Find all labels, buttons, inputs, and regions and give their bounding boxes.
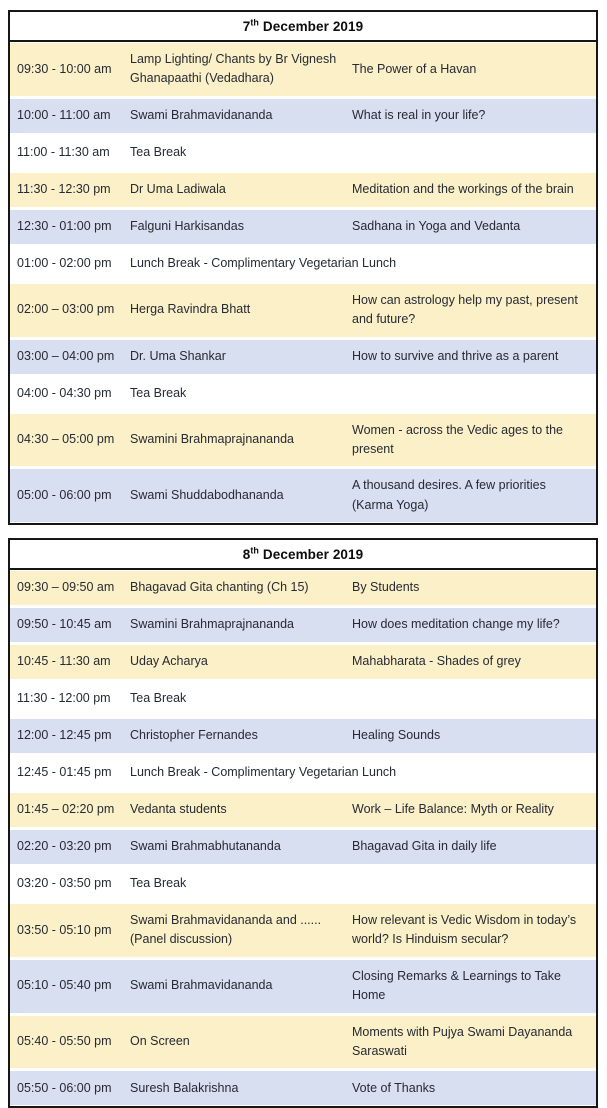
time-cell: 03:00 – 04:00 pm: [17, 348, 115, 363]
topic-cell: How can astrology help my past, present and future?: [352, 292, 578, 327]
speaker-cell: Swami Brahmavidananda: [130, 978, 273, 993]
event-cell: Lunch Break - Complimentary Vegetarian Lunch: [130, 256, 397, 271]
table-row: [10, 414, 596, 467]
table-row: [10, 682, 596, 716]
table-row: [10, 210, 596, 244]
time-cell: 10:00 - 11:00 am: [17, 108, 111, 123]
topic-cell: Work – Life Balance: Myth or Reality: [352, 802, 554, 817]
topic-cell: Women - across the Vedic ages to the present: [352, 422, 563, 456]
time-cell: 05:50 - 06:00 pm: [17, 1080, 112, 1095]
table-row: [10, 571, 596, 605]
time-cell: 05:00 - 06:00 pm: [17, 487, 112, 502]
title-rest: December 2019: [262, 19, 364, 34]
speaker-cell: Dr Uma Ladiwala: [130, 182, 226, 197]
speaker-cell: Swamini Brahmaprajnananda: [130, 617, 294, 632]
title-ordinal: th: [250, 545, 260, 556]
table-row: [10, 136, 596, 170]
table-row: [10, 99, 596, 133]
topic-cell: How to survive and thrive as a parent: [352, 348, 559, 363]
schedule-table-day1: [8, 10, 598, 525]
table-row: [10, 960, 596, 1013]
time-cell: 01:00 - 02:00 pm: [17, 256, 112, 271]
event-cell: Tea Break: [130, 691, 187, 706]
table-row: [10, 377, 596, 411]
time-cell: 11:00 - 11:30 am: [17, 145, 110, 160]
speaker-cell: Christopher Fernandes: [130, 728, 258, 743]
time-cell: 02:00 – 03:00 pm: [17, 302, 115, 317]
time-cell: 02:20 - 03:20 pm: [17, 839, 112, 854]
speaker-cell: Swami Shuddabodhananda: [130, 487, 284, 502]
time-cell: 05:40 - 05:50 pm: [17, 1034, 112, 1049]
topic-cell: Meditation and the workings of the brain: [352, 182, 574, 197]
table-row: [10, 645, 596, 679]
topic-cell: Closing Remarks & Learnings to Take Home: [352, 968, 561, 1003]
time-cell: 10:45 - 11:30 am: [17, 654, 111, 669]
topic-cell: Mahabharata - Shades of grey: [352, 654, 521, 669]
speaker-cell: Falguni Harkisandas: [130, 219, 244, 234]
title-rest: December 2019: [262, 547, 364, 562]
time-cell: 11:30 - 12:30 pm: [17, 182, 111, 197]
speaker-cell: Bhagavad Gita chanting (Ch 15): [130, 580, 309, 595]
table-row: [10, 173, 596, 207]
table-title-day1: [10, 12, 596, 42]
time-cell: 04:00 - 04:30 pm: [17, 385, 112, 400]
event-cell: Tea Break: [130, 385, 187, 400]
speaker-cell: Swamini Brahmaprajnananda: [130, 432, 294, 447]
title-day: 7: [242, 19, 251, 34]
topic-cell: By Students: [352, 580, 420, 595]
topic-cell: Vote of Thanks: [352, 1080, 436, 1095]
topic-cell: What is real in your life?: [352, 108, 486, 123]
speaker-cell: Swami Brahmavidananda and ......(Panel discussion): [130, 913, 322, 947]
table-row: [10, 1016, 596, 1069]
event-cell: Tea Break: [130, 876, 187, 891]
topic-cell: How does meditation change my life?: [352, 617, 560, 632]
time-cell: 09:50 - 10:45 am: [17, 617, 112, 632]
time-cell: 03:50 - 05:10 pm: [17, 922, 112, 937]
time-cell: 11:30 - 12:00 pm: [17, 691, 111, 706]
time-cell: 09:30 – 09:50 am: [17, 580, 115, 595]
title-ordinal: th: [250, 17, 260, 28]
speaker-cell: Dr. Uma Shankar: [130, 348, 226, 363]
table-row: [10, 1071, 596, 1105]
table-row: [10, 608, 596, 642]
topic-cell: Sadhana in Yoga and Vedanta: [352, 219, 521, 234]
time-cell: 12:45 - 01:45 pm: [17, 765, 112, 780]
speaker-cell: Uday Acharya: [130, 654, 208, 669]
table-row: [10, 719, 596, 753]
schedule-table-day2: [8, 538, 598, 1108]
time-cell: 09:30 - 10:00 am: [17, 61, 112, 76]
table-row: [10, 867, 596, 901]
speaker-cell: On Screen: [130, 1034, 190, 1049]
time-cell: 04:30 – 05:00 pm: [17, 432, 115, 447]
topic-cell: Moments with Pujya Swami Dayananda Saraswati: [352, 1024, 573, 1058]
speaker-cell: Herga Ravindra Bhatt: [130, 302, 251, 317]
table-row: [10, 904, 596, 957]
topic-cell: Bhagavad Gita in daily life: [352, 839, 497, 854]
table-row: [10, 469, 596, 522]
topic-cell: A thousand desires. A few priorities (Karma Yoga): [352, 478, 546, 512]
table-row: [10, 756, 596, 790]
table-row: [10, 340, 596, 374]
table-row: [10, 793, 596, 827]
speaker-cell: Swami Brahmabhutananda: [130, 839, 281, 854]
speaker-cell: Lamp Lighting/ Chants by Br Vignesh Ghanapaathi (Vedadhara): [130, 52, 337, 86]
topic-cell: How relevant is Vedic Wisdom in today’s world? Is Hinduism secular?: [352, 913, 577, 947]
table-row: [10, 247, 596, 281]
rows-container-day1: [10, 42, 596, 523]
table-row: [10, 830, 596, 864]
time-cell: 12:00 - 12:45 pm: [17, 728, 112, 743]
speaker-cell: Swami Brahmavidananda: [130, 108, 273, 123]
time-cell: 05:10 - 05:40 pm: [17, 978, 112, 993]
event-cell: Tea Break: [130, 145, 187, 160]
event-cell: Lunch Break - Complimentary Vegetarian Lunch: [130, 765, 397, 780]
topic-cell: Healing Sounds: [352, 728, 441, 743]
title-day: 8: [242, 547, 251, 562]
time-cell: 12:30 - 01:00 pm: [17, 219, 112, 234]
time-cell: 03:20 - 03:50 pm: [17, 876, 112, 891]
time-cell: 01:45 – 02:20 pm: [17, 802, 115, 817]
table-title-day2: [10, 540, 596, 570]
table-row: [10, 43, 596, 96]
topic-cell: The Power of a Havan: [352, 61, 477, 76]
speaker-cell: Suresh Balakrishna: [130, 1080, 239, 1095]
rows-container-day2: [10, 570, 596, 1106]
speaker-cell: Vedanta students: [130, 802, 227, 817]
table-row: [10, 284, 596, 337]
